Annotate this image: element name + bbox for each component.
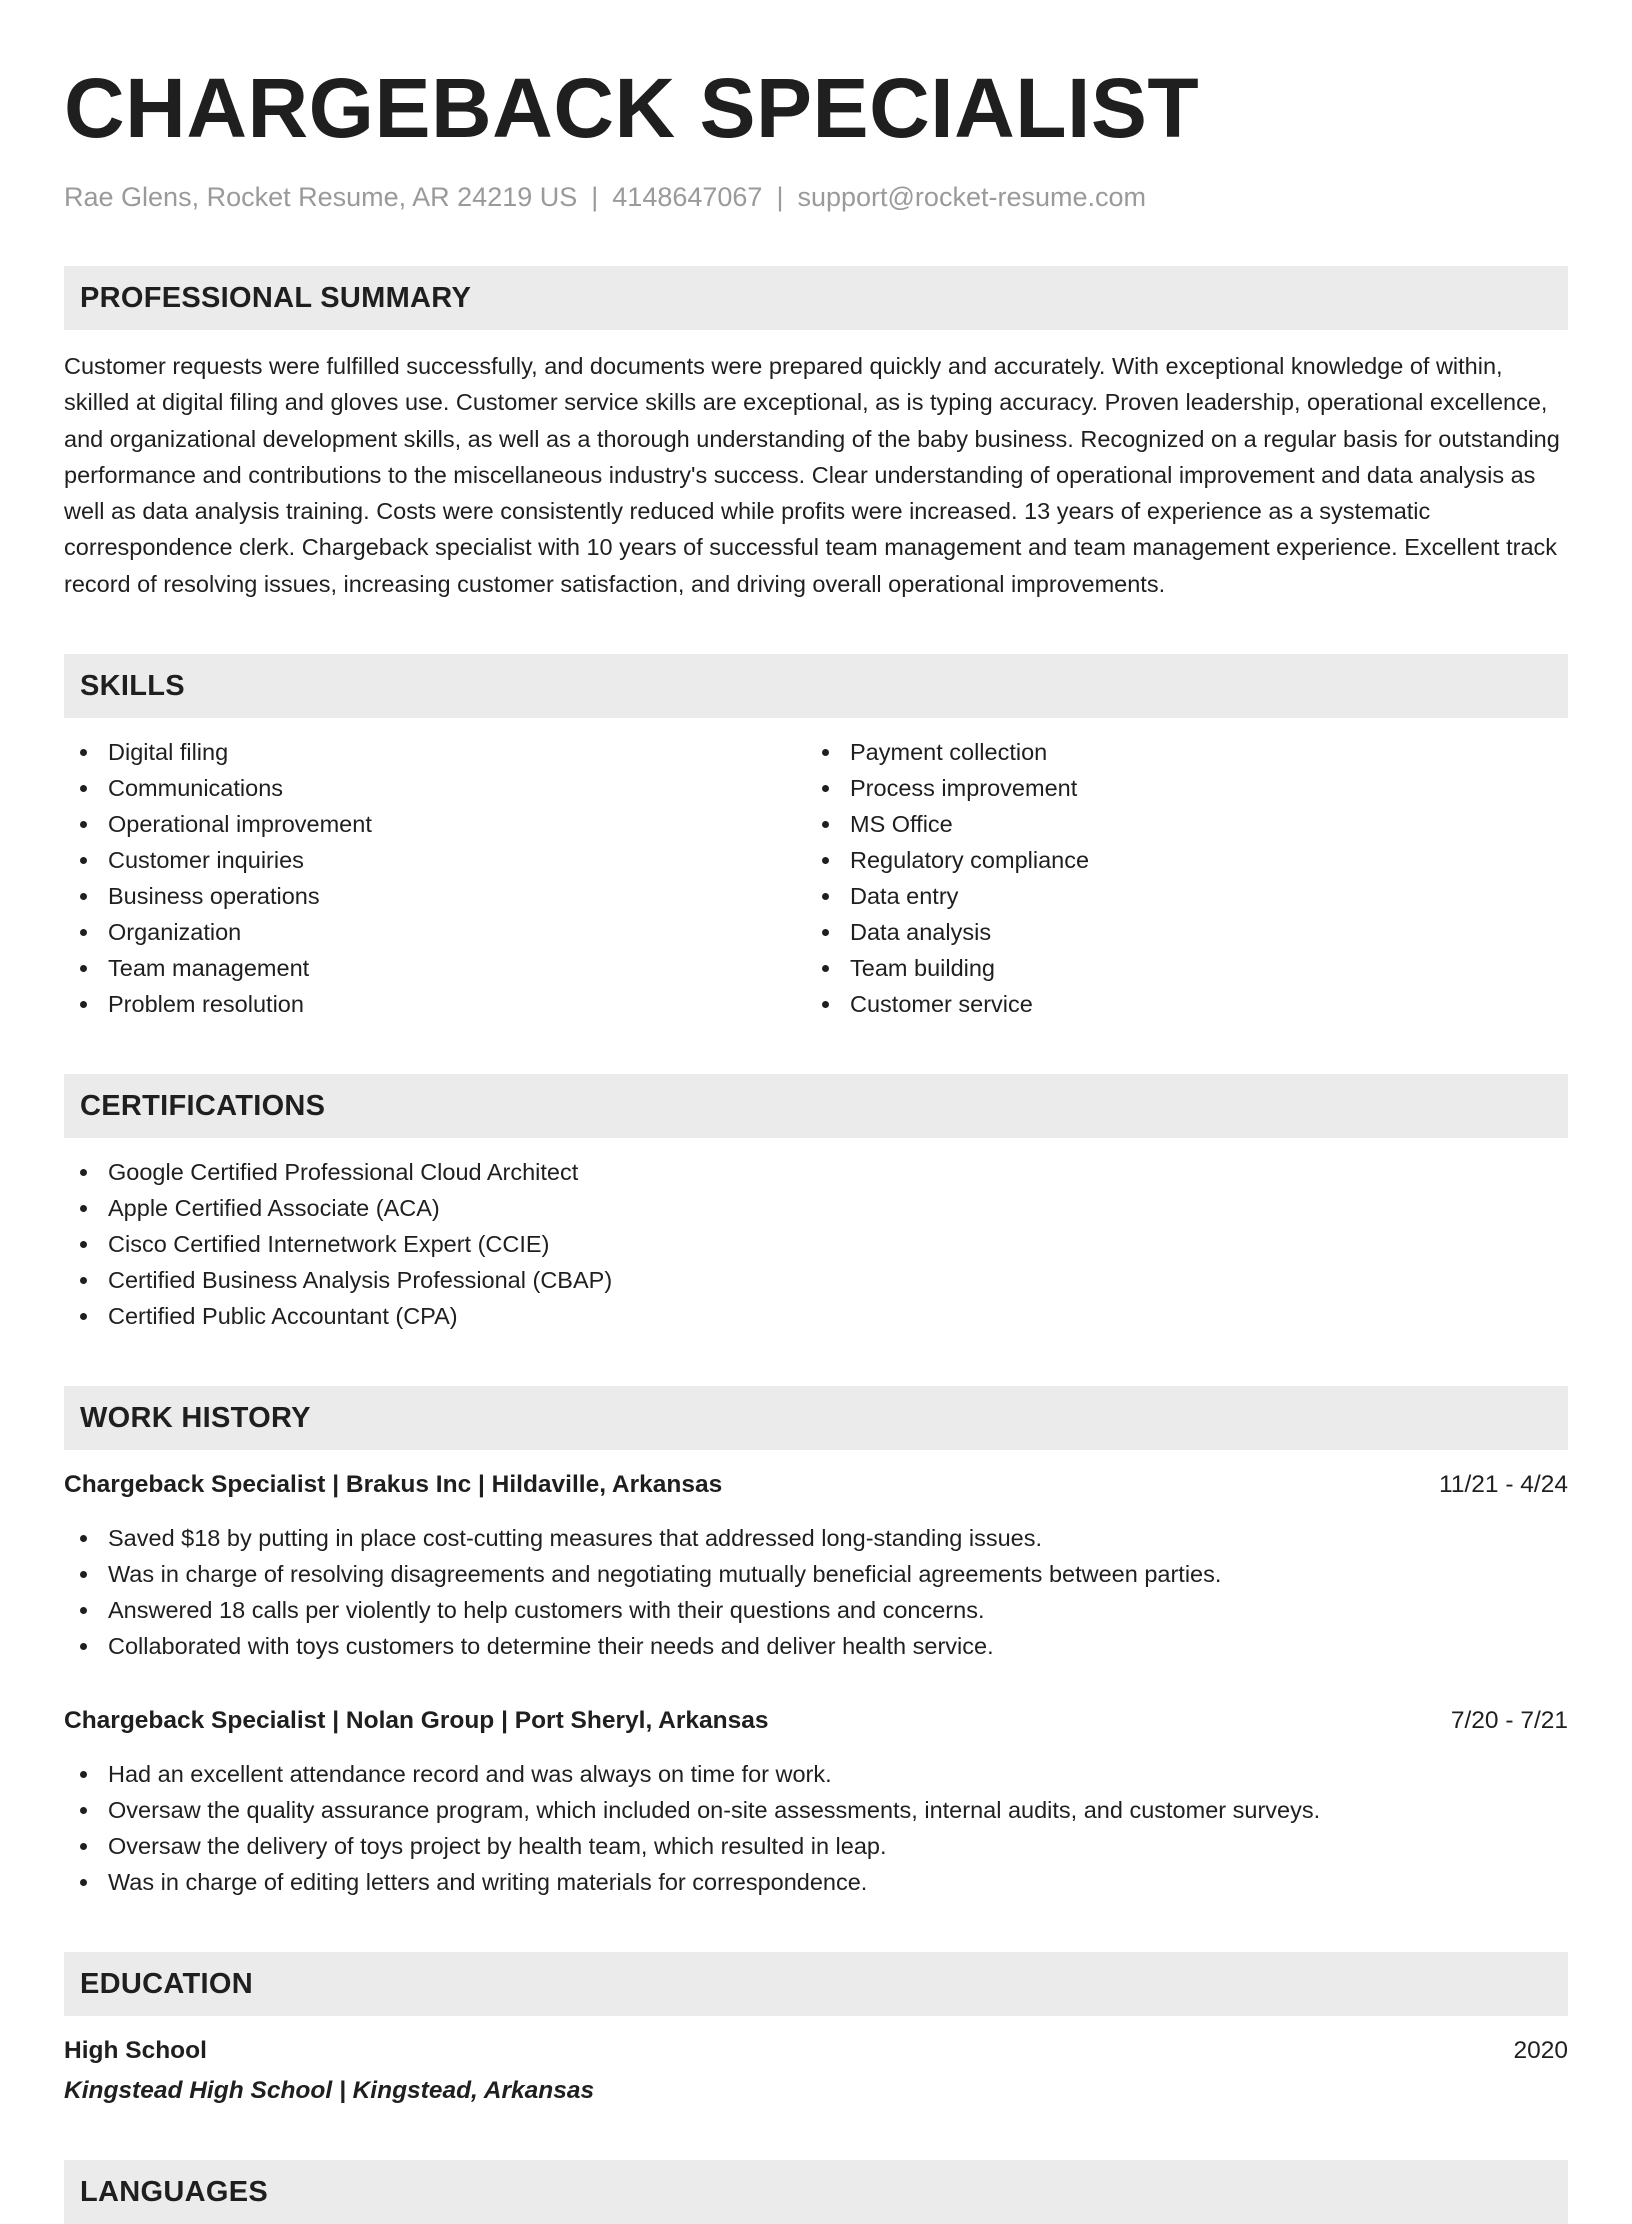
- job-dates: 11/21 - 4/24: [1439, 1471, 1568, 1499]
- skill-item: Business operations: [64, 878, 806, 914]
- skill-item: Team building: [806, 950, 1548, 986]
- skill-item: Data entry: [806, 878, 1548, 914]
- skills-column-left: [64, 734, 806, 1022]
- job-bullet: Collaborated with toys customers to determine their needs and deliver health service.: [64, 1628, 1568, 1664]
- certification-item: Certified Public Accountant (CPA): [64, 1298, 1568, 1334]
- skills-column-right: [806, 734, 1548, 1022]
- job-entry: [64, 1468, 1568, 1664]
- education-year: 2020: [1513, 2037, 1568, 2065]
- education-header: [64, 2034, 1568, 2068]
- job-title: Chargeback Specialist | Brakus Inc | Hildaville, Arkansas: [64, 1471, 723, 1499]
- skill-item: Operational improvement: [64, 806, 806, 842]
- certification-item: Google Certified Professional Cloud Architect: [64, 1154, 1568, 1190]
- skill-item: Regulatory compliance: [806, 842, 1548, 878]
- job-bullet: Oversaw the quality assurance program, which included on-site assessments, internal audits, and customer surveys.: [64, 1792, 1568, 1828]
- skill-item: Digital filing: [64, 734, 806, 770]
- languages-heading: LANGUAGES: [64, 2160, 1568, 2224]
- job-bullets: [64, 1756, 1568, 1900]
- certification-item: Cisco Certified Internetwork Expert (CCIE): [64, 1226, 1568, 1262]
- job-dates: 7/20 - 7/21: [1450, 1707, 1568, 1735]
- education-degree: High School: [64, 2037, 207, 2065]
- education-heading: EDUCATION: [64, 1952, 1568, 2016]
- work-history-heading: WORK HISTORY: [64, 1386, 1568, 1450]
- job-bullet: Was in charge of editing letters and writing materials for correspondence.: [64, 1864, 1568, 1900]
- skills-list: [64, 734, 1568, 1022]
- skill-item: Process improvement: [806, 770, 1548, 806]
- job-header: [64, 1468, 1568, 1502]
- job-bullet: Oversaw the delivery of toys project by health team, which resulted in leap.: [64, 1828, 1568, 1864]
- certification-item: Apple Certified Associate (ACA): [64, 1190, 1568, 1226]
- summary-heading: PROFESSIONAL SUMMARY: [64, 266, 1568, 330]
- education-school: Kingstead High School | Kingstead, Arkansas: [64, 2077, 595, 2105]
- contact-separator: |: [776, 182, 784, 212]
- certification-item: Certified Business Analysis Professional (CBAP): [64, 1262, 1568, 1298]
- job-bullet: Had an excellent attendance record and was always on time for work.: [64, 1756, 1568, 1792]
- job-entry: [64, 1704, 1568, 1900]
- skill-item: Team management: [64, 950, 806, 986]
- job-bullets: [64, 1520, 1568, 1664]
- summary-text: Customer requests were fulfilled successfully, and documents were prepared quickly and accurately. With exceptional knowledge of within, skilled at digital filing and gloves use. Customer service skills are exceptional, as is typing accuracy. Proven leadership, operational excellence, and organizational development skills, as well as a thorough understanding of the baby business. Recognized on a regular basis for outstanding performance and contributions to the miscellaneous industry's success. Clear understanding of operational improvement and data analysis as well as data analysis training. Costs were consistently reduced while profits were increased. 13 years of experience as a systematic correspondence clerk. Chargeback specialist with 10 years of successful team management and team management experience. Excellent track record of resolving issues, increasing customer satisfaction, and driving overall operational improvements.: [64, 353, 1560, 597]
- job-header: [64, 1704, 1568, 1738]
- contact-separator: |: [591, 182, 599, 212]
- contact-line: [64, 180, 1568, 214]
- job-bullet: Answered 18 calls per violently to help customers with their questions and concerns.: [64, 1592, 1568, 1628]
- certifications-list: [64, 1154, 1568, 1334]
- skill-item: Problem resolution: [64, 986, 806, 1022]
- job-bullet: Was in charge of resolving disagreements and negotiating mutually beneficial agreements between parties.: [64, 1556, 1568, 1592]
- contact-email: support@rocket-resume.com: [797, 182, 1146, 212]
- certifications-heading: CERTIFICATIONS: [64, 1074, 1568, 1138]
- contact-phone: 4148647067: [612, 182, 763, 212]
- skills-heading: SKILLS: [64, 654, 1568, 718]
- skill-item: Communications: [64, 770, 806, 806]
- job-bullet: Saved $18 by putting in place cost-cutting measures that addressed long-standing issues.: [64, 1520, 1568, 1556]
- skill-item: Organization: [64, 914, 806, 950]
- skill-item: Data analysis: [806, 914, 1548, 950]
- skill-item: Payment collection: [806, 734, 1548, 770]
- skill-item: Customer service: [806, 986, 1548, 1022]
- job-title: Chargeback Specialist | Nolan Group | Port Sheryl, Arkansas: [64, 1707, 769, 1735]
- resume-title: CHARGEBACK SPECIALIST: [64, 61, 1200, 155]
- skill-item: Customer inquiries: [64, 842, 806, 878]
- skill-item: MS Office: [806, 806, 1548, 842]
- contact-address: Rae Glens, Rocket Resume, AR 24219 US: [64, 182, 578, 212]
